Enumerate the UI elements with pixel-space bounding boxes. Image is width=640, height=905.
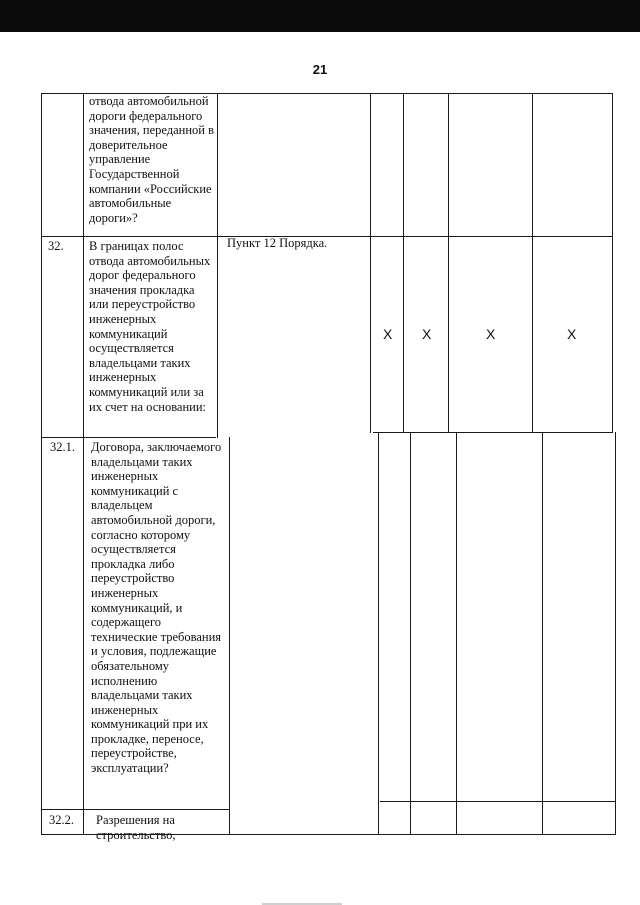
question-text: В границах полос отвода автомобильных дорог федерального значения прокладка или переустройство инженерных коммуникаций осуществляется владельцами таких инженерных коммуникаций или за их счет на основании: bbox=[89, 239, 211, 414]
row-divider bbox=[41, 809, 229, 810]
column-divider bbox=[370, 93, 371, 433]
column-divider bbox=[217, 93, 218, 438]
column-divider bbox=[229, 437, 230, 835]
row-divider bbox=[373, 432, 612, 433]
row-number: 32.1. bbox=[50, 440, 75, 454]
question-text: отвода автомобильной дороги федерального значения, переданной в доверительное управление Государственной компании «Российские автомобильные дороги»? bbox=[89, 94, 215, 225]
column-divider bbox=[456, 432, 457, 835]
question-text: Договора, заключаемого владельцами таких инженерных коммуникаций с владельцем автомобильной дороги, согласно которому осуществляется прокладка либо переустройство инженерных коммуникаций, и содержащего технические требования и условия, подлежащие обязательному исполнению владельцами таких инженерных коммуникаций при их прокладке, переносе, переустройстве, эксплуатации? bbox=[91, 440, 222, 776]
column-divider bbox=[448, 93, 449, 433]
column-divider bbox=[410, 432, 411, 835]
answer-mark-no: X bbox=[422, 326, 432, 342]
answer-mark-note: X bbox=[567, 326, 577, 342]
row-divider bbox=[380, 801, 615, 802]
answer-mark-na: X bbox=[486, 326, 496, 342]
column-divider bbox=[41, 93, 42, 835]
page-number: 21 bbox=[312, 62, 328, 77]
legal-reference: Пункт 12 Порядка. bbox=[227, 236, 328, 250]
column-divider bbox=[615, 432, 616, 835]
answer-mark-yes: X bbox=[383, 326, 393, 342]
column-divider bbox=[403, 93, 404, 433]
column-divider bbox=[612, 93, 613, 433]
column-divider bbox=[378, 432, 379, 835]
scan-top-bar bbox=[0, 0, 640, 32]
row-number: 32.2. bbox=[49, 813, 74, 827]
question-text: Разрешения на строительство, bbox=[96, 813, 176, 842]
column-divider bbox=[83, 93, 84, 835]
row-divider bbox=[41, 437, 216, 438]
column-divider bbox=[542, 432, 543, 835]
row-number: 32. bbox=[48, 239, 64, 253]
column-divider bbox=[532, 93, 533, 433]
